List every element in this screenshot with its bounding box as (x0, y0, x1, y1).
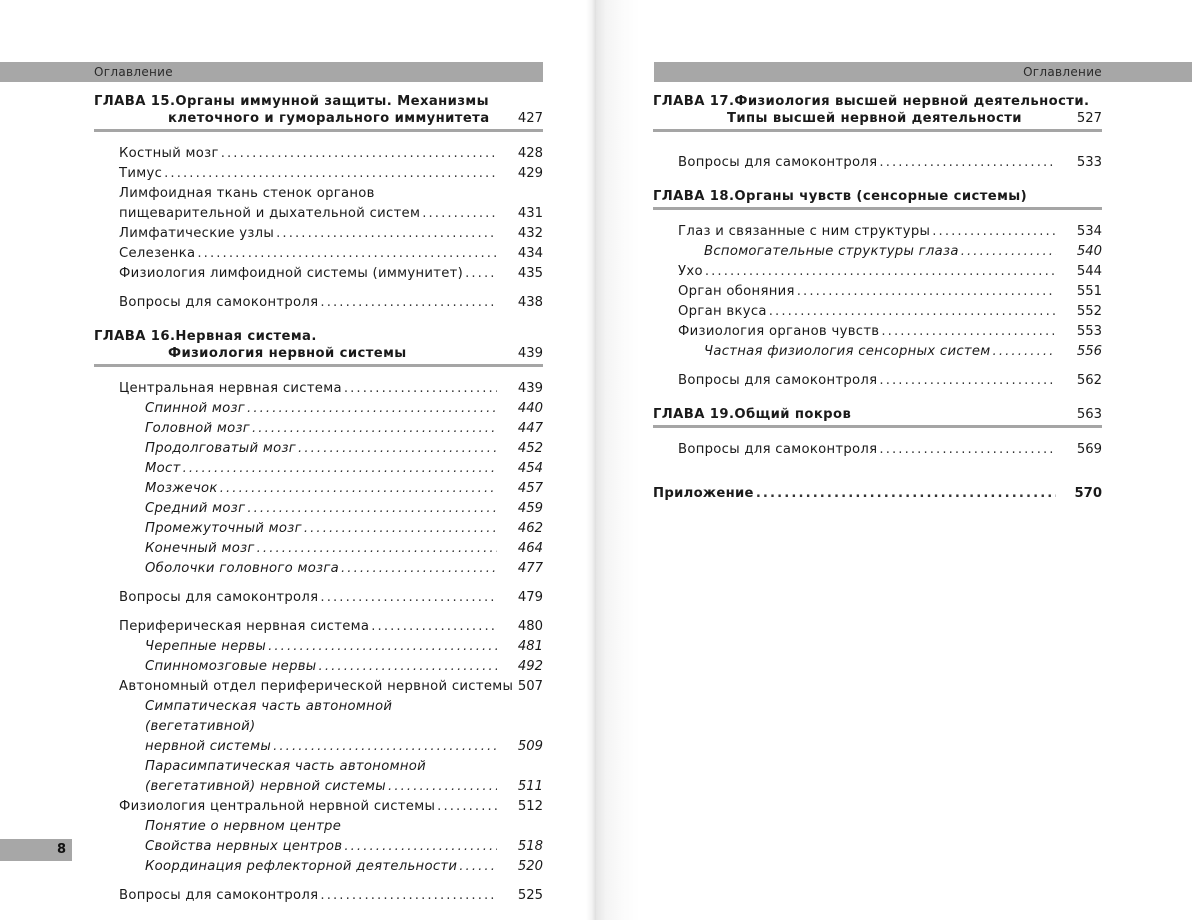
toc-entry-title: Вопросы для самоконтроля (678, 442, 878, 457)
toc-entry[interactable] (94, 479, 543, 499)
dot-leader (317, 657, 497, 677)
toc-entry-page-number: 540 (1076, 244, 1102, 259)
dot-leader (318, 293, 497, 313)
toc-entry[interactable] (653, 322, 1102, 342)
toc-entry-row (145, 777, 497, 797)
toc-entry-row (145, 637, 497, 657)
toc-entry-title: Физиология лимфоидной системы (иммунитет) (119, 266, 464, 281)
toc-entry-title: (вегетативной) нервной системы (145, 779, 387, 794)
toc-entry-title: Орган вкуса (678, 304, 767, 319)
chapter-title: Общий покров (734, 407, 852, 422)
toc-entry-row (678, 302, 1056, 322)
chapter-title: Нервная система. (175, 329, 317, 344)
dot-leader (271, 737, 497, 757)
toc-entry-row (119, 797, 497, 817)
dot-leader (181, 459, 497, 479)
toc-entry[interactable] (653, 440, 1102, 460)
running-head-text: Оглавление (1023, 65, 1102, 79)
toc-entry[interactable] (94, 144, 543, 164)
toc-entry-row (119, 617, 497, 637)
toc-entry-row (678, 322, 1056, 342)
chapter-label: ГЛАВА 17. (653, 94, 735, 109)
running-head-text: Оглавление (94, 65, 173, 79)
toc-entry-page-number: 454 (517, 461, 543, 476)
toc-entry-row (678, 440, 1056, 460)
toc-entry-title: Спинной мозг (145, 401, 246, 416)
chapter-title-line (653, 188, 1102, 205)
toc-entry-row (145, 459, 497, 479)
toc-entry-page-number: 507 (517, 679, 543, 694)
right-page (596, 0, 1192, 920)
toc-entry-page-number: 480 (517, 619, 543, 634)
toc-entry-row (119, 204, 497, 224)
toc-entry[interactable] (94, 419, 543, 439)
toc-entry[interactable] (94, 224, 543, 244)
chapter-title: Типы высшей нервной деятельности (727, 111, 1022, 126)
toc-entry-page-number: 452 (517, 441, 543, 456)
dot-leader (879, 322, 1056, 342)
toc-entry-page-number: 438 (517, 295, 543, 310)
dot-leader (162, 164, 497, 184)
toc-entry-row (119, 244, 497, 264)
dot-leader (302, 519, 497, 539)
toc-entry-title: Мозжечок (145, 481, 218, 496)
toc-entry-row (119, 224, 497, 244)
toc-entry-row (119, 144, 497, 164)
toc-entry-title: Вопросы для самоконтроля (119, 888, 319, 903)
toc-entry-title: Частная физиология сенсорных систем (704, 344, 991, 359)
toc-entry[interactable] (94, 797, 543, 817)
toc-entry[interactable] (94, 677, 543, 697)
toc-entry[interactable] (653, 242, 1102, 262)
toc-entry-row (145, 657, 497, 677)
spacer (94, 579, 543, 588)
chapter-title: Органы иммунной защиты. Механизмы (175, 94, 489, 109)
chapter-title: клеточного и гуморального иммунитета (168, 111, 490, 126)
toc-entry-page-number: 551 (1076, 284, 1102, 299)
toc-entry-row (145, 539, 497, 559)
chapter-page-number: 427 (517, 111, 543, 126)
toc-entry-row (653, 484, 1056, 504)
toc-entry[interactable] (94, 657, 543, 677)
toc-entry-title: Продолговатый мозг (145, 441, 297, 456)
toc-entry-row (145, 479, 497, 499)
toc-entry-page-number: 431 (517, 206, 543, 221)
toc-entry-row (678, 222, 1056, 242)
chapter-title: Физиология высшей нервной деятельности. (734, 94, 1090, 109)
toc-entry-title: Периферическая нервная система (119, 619, 370, 634)
chapter-title: Органы чувств (сенсорные системы) (734, 189, 1028, 204)
dot-leader (250, 419, 497, 439)
toc-entry-row (145, 399, 497, 419)
toc-entry-page-number: 477 (517, 561, 543, 576)
dot-leader (245, 399, 497, 419)
toc-entry-page-number: 544 (1076, 264, 1102, 279)
toc-entry[interactable] (94, 264, 543, 284)
dot-leader (877, 153, 1056, 173)
toc-entry-row (678, 282, 1056, 302)
toc-entry-appendix[interactable] (653, 484, 1102, 504)
chapter-page-number: 527 (1076, 111, 1102, 126)
toc-entry-title: Центральная нервная система (119, 381, 342, 396)
toc-entry[interactable] (94, 539, 543, 559)
toc-entry-title: Физиология центральной нервной системы (119, 799, 436, 814)
table-of-contents (653, 93, 1102, 504)
toc-entry-title: Промежуточный мозг (145, 521, 302, 536)
toc-entry-page-number: 570 (1074, 486, 1102, 501)
chapter-heading[interactable] (653, 188, 1102, 210)
toc-entry-page-number: 512 (517, 799, 543, 814)
chapter-title-line (653, 110, 1102, 127)
toc-entry-page-number: 511 (517, 779, 543, 794)
dot-leader (218, 479, 497, 499)
chapter-page-number: 563 (1076, 407, 1102, 422)
left-page (0, 0, 590, 920)
dot-leader (342, 379, 497, 399)
toc-entry-row (145, 499, 497, 519)
toc-entry-row (145, 559, 497, 579)
toc-entry-row (119, 886, 497, 906)
toc-entry[interactable] (94, 637, 543, 657)
toc-entry-page-number: 447 (517, 421, 543, 436)
toc-entry-page-number: 569 (1076, 442, 1102, 457)
chapter-title-line (94, 110, 543, 127)
chapter-title-line (94, 328, 543, 345)
toc-entry-page-number: 440 (517, 401, 543, 416)
toc-entry-first-line: Парасимпатическая часть автономной (145, 759, 426, 774)
dot-leader (369, 617, 497, 637)
toc-entry-page-number: 439 (517, 381, 543, 396)
toc-entry-title: Головной мозг (145, 421, 250, 436)
page-number: 8 (0, 839, 72, 861)
toc-entry-page-number: 556 (1076, 344, 1102, 359)
dot-leader (457, 857, 497, 877)
toc-entry-title: Вопросы для самоконтроля (119, 590, 319, 605)
dot-leader (245, 499, 497, 519)
chapter-heading[interactable] (94, 328, 543, 367)
toc-entry[interactable] (94, 559, 543, 579)
chapter-title-line (653, 406, 1102, 423)
toc-entry-title: Тимус (119, 166, 163, 181)
spacer (94, 608, 543, 617)
dot-leader (318, 588, 497, 608)
toc-entry[interactable] (94, 184, 543, 224)
toc-entry[interactable] (94, 519, 543, 539)
toc-entry-row (145, 439, 497, 459)
toc-entry-row (145, 857, 497, 877)
toc-entry-title: Вопросы для самоконтроля (678, 373, 878, 388)
toc-entry-title: Ухо (678, 264, 703, 279)
toc-entry-title: Конечный мозг (145, 541, 255, 556)
spacer (653, 173, 1102, 188)
toc-entry[interactable] (653, 342, 1102, 362)
toc-entry[interactable] (94, 379, 543, 399)
toc-entry-page-number: 457 (517, 481, 543, 496)
dot-leader (255, 539, 497, 559)
toc-entry-row (678, 371, 1056, 391)
toc-entry-page-number: 481 (517, 639, 543, 654)
toc-entry-title: Селезенка (119, 246, 196, 261)
toc-entry-page-number: 553 (1076, 324, 1102, 339)
toc-entry-page-number: 435 (517, 266, 543, 281)
toc-entry-page-number: 464 (517, 541, 543, 556)
toc-entry-page-number: 429 (517, 166, 543, 181)
toc-entry-row (704, 242, 1056, 262)
toc-entry-page-number: 518 (517, 839, 543, 854)
toc-entry[interactable] (94, 164, 543, 184)
toc-entry-row (145, 519, 497, 539)
dot-leader (435, 797, 497, 817)
dot-leader (386, 777, 497, 797)
toc-entry[interactable] (653, 302, 1102, 322)
toc-entry[interactable] (94, 499, 543, 519)
toc-entry-title: Орган обоняния (678, 284, 795, 299)
toc-entry-row (119, 677, 514, 697)
chapter-title-line (94, 345, 543, 362)
toc-entry[interactable] (94, 459, 543, 479)
chapter-label: ГЛАВА 16. (94, 329, 176, 344)
toc-entry-row (678, 262, 1056, 282)
spacer (94, 877, 543, 886)
toc-entry-page-number: 533 (1076, 155, 1102, 170)
toc-entry-row (704, 342, 1056, 362)
dot-leader (754, 484, 1056, 504)
dot-leader (274, 224, 497, 244)
toc-entry-title: Координация рефлекторной деятельности (145, 859, 458, 874)
toc-entry-title: Средний мозг (145, 501, 246, 516)
toc-entry-title: Спинномозговые нервы (145, 659, 317, 674)
toc-entry-title: Свойства нервных центров (145, 839, 343, 854)
toc-entry-title: Лимфатические узлы (119, 226, 275, 241)
toc-entry[interactable] (94, 588, 543, 608)
toc-entry-title: Вспомогательные структуры глаза (704, 244, 959, 259)
toc-entry[interactable] (94, 293, 543, 313)
toc-entry-first-line: Симпатическая часть автономной (вегетативной) (145, 699, 393, 734)
toc-entry-page-number: 562 (1076, 373, 1102, 388)
dot-leader (877, 371, 1056, 391)
toc-entry-page-number: 520 (517, 859, 543, 874)
dot-leader (703, 262, 1056, 282)
toc-entry-first-line: Лимфоидная ткань стенок органов (119, 186, 375, 201)
toc-entry[interactable] (94, 617, 543, 637)
toc-entry-title: Физиология органов чувств (678, 324, 880, 339)
toc-entry-page-number: 428 (517, 146, 543, 161)
toc-entry-page-number: 552 (1076, 304, 1102, 319)
spacer (94, 284, 543, 293)
chapter-label: ГЛАВА 19. (653, 407, 735, 422)
toc-entry[interactable] (94, 439, 543, 459)
toc-entry-row (145, 419, 497, 439)
toc-entry[interactable] (653, 371, 1102, 391)
toc-entry-title: Вопросы для самоконтроля (119, 295, 319, 310)
chapter-label: ГЛАВА 18. (653, 189, 735, 204)
toc-entry-title: нервной системы (145, 739, 272, 754)
toc-entry-title: Автономный отдел периферической нервной системы (119, 679, 514, 694)
spacer (94, 313, 543, 328)
dot-leader (991, 342, 1056, 362)
toc-entry[interactable] (653, 153, 1102, 173)
toc-entry-first-line: Понятие о нервном центре (145, 819, 342, 834)
toc-entry[interactable] (94, 244, 543, 264)
toc-entry-page-number: 462 (517, 521, 543, 536)
toc-entry-page-number: 509 (517, 739, 543, 754)
dot-leader (767, 302, 1056, 322)
toc-entry-row (119, 379, 497, 399)
chapter-label: ГЛАВА 15. (94, 94, 176, 109)
chapter-heading[interactable] (94, 93, 543, 132)
toc-entry-row (119, 293, 497, 313)
spacer (653, 475, 1102, 484)
toc-entry-title: Мост (145, 461, 181, 476)
spacer (94, 906, 543, 921)
dot-leader (795, 282, 1056, 302)
toc-entry[interactable] (94, 886, 543, 906)
toc-entry-row (119, 164, 497, 184)
toc-entry[interactable] (653, 262, 1102, 282)
chapter-title-line (653, 93, 1102, 110)
toc-entry-page-number: 479 (517, 590, 543, 605)
toc-entry-row (119, 588, 497, 608)
dot-leader (930, 222, 1056, 242)
toc-entry[interactable] (94, 857, 543, 877)
toc-entry-page-number: 459 (517, 501, 543, 516)
dot-leader (420, 204, 497, 224)
chapter-heading[interactable] (653, 93, 1102, 132)
dot-leader (296, 439, 497, 459)
toc-entry-title: Вопросы для самоконтроля (678, 155, 878, 170)
toc-entry-title: Оболочки головного мозга (145, 561, 339, 576)
spacer (653, 460, 1102, 475)
dot-leader (339, 559, 497, 579)
spacer (653, 391, 1102, 406)
toc-entry[interactable] (94, 817, 543, 857)
dot-leader (195, 244, 497, 264)
toc-entry-row (145, 837, 497, 857)
table-of-contents (94, 93, 543, 921)
spacer (653, 144, 1102, 153)
dot-leader (342, 837, 497, 857)
toc-entry-title: пищеварительной и дыхательной систем (119, 206, 421, 221)
chapter-title-line (94, 93, 543, 110)
toc-entry-page-number: 525 (517, 888, 543, 903)
toc-entry-page-number: 492 (517, 659, 543, 674)
chapter-heading[interactable] (653, 406, 1102, 428)
toc-entry[interactable] (653, 282, 1102, 302)
toc-entry-page-number: 434 (517, 246, 543, 261)
spacer (653, 362, 1102, 371)
running-head (0, 62, 543, 82)
dot-leader (318, 886, 497, 906)
running-head (654, 62, 1192, 82)
chapter-title: Физиология нервной системы (168, 346, 407, 361)
toc-entry[interactable] (94, 697, 543, 757)
toc-entry-title: Черепные нервы (145, 639, 267, 654)
toc-entry-title: Глаз и связанные с ним структуры (678, 224, 931, 239)
dot-leader (877, 440, 1056, 460)
toc-entry-row (119, 264, 497, 284)
toc-entry[interactable] (94, 757, 543, 797)
toc-entry-row (678, 153, 1056, 173)
toc-entry[interactable] (653, 222, 1102, 242)
toc-entry-title: Костный мозг (119, 146, 219, 161)
dot-leader (959, 242, 1056, 262)
toc-entry-title: Приложение (653, 486, 754, 501)
toc-entry-row (145, 737, 497, 757)
dot-leader (219, 144, 497, 164)
toc-entry-page-number: 432 (517, 226, 543, 241)
toc-entry-page-number: 534 (1076, 224, 1102, 239)
dot-leader (266, 637, 497, 657)
chapter-page-number: 439 (517, 346, 543, 361)
dot-leader (463, 264, 497, 284)
toc-entry[interactable] (94, 399, 543, 419)
